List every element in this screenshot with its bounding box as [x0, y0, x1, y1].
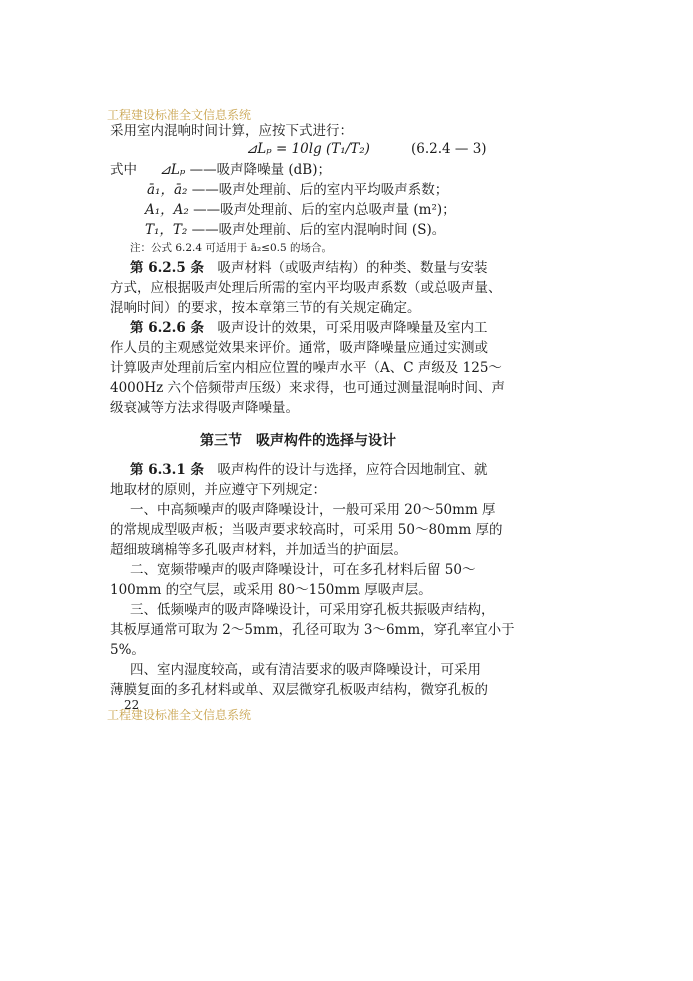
list-item-line: 一、中高频噪声的吸声降噪设计，一般可采用 20～50mm 厚 — [130, 502, 496, 518]
list-item-line: 100mm 的空气层，或采用 80～150mm 厚吸声层。 — [110, 582, 432, 598]
clause-6-2-5-line: 第 6.2.5 条 吸声材料（或吸声结构）的种类、数量与安装 — [130, 260, 488, 276]
list-item-line: 薄膜复面的多孔材料或单、双层微穿孔板吸声结构，微穿孔板的 — [110, 682, 488, 698]
list-item-line: 5%。 — [110, 642, 145, 658]
definition-desc: ——吸声处理前、后的室内总吸声量 (m²)； — [193, 202, 456, 218]
definition-desc: ——吸声降噪量 (dB)； — [189, 162, 331, 178]
definition-symbol: ā₁，ā₂ — [147, 182, 188, 198]
page-number: 22 — [124, 698, 140, 712]
clause-6-2-6-line: 第 6.2.6 条 吸声设计的效果，可采用吸声降噪量及室内工 — [130, 320, 488, 336]
definition-symbol: T₁，T₂ — [145, 222, 188, 238]
watermark-top: 工程建设标准全文信息系统 — [107, 108, 252, 122]
watermark-bottom: 工程建设标准全文信息系统 — [107, 708, 252, 722]
clause-6-2-5-line: 混响时间）的要求，按本章第三节的有关规定确定。 — [110, 300, 421, 316]
definition-desc: ——吸声处理前、后的室内混响时间 (S)。 — [191, 222, 446, 238]
clause-6-2-5-line: 方式，应根据吸声处理后所需的室内平均吸声系数（或总吸声量、 — [110, 280, 502, 296]
definition-row — [147, 182, 448, 199]
definition-prefix: 式中 — [110, 162, 137, 178]
list-item-line: 二、宽频带噪声的吸声降噪设计，可在多孔材料后留 50～ — [130, 562, 476, 578]
formula-note: 注：公式 6.2.4 可适用于 ā₂≤0.5 的场合。 — [130, 242, 333, 254]
list-item-line: 三、低频噪声的吸声降噪设计，可采用穿孔板共振吸声结构， — [130, 602, 495, 618]
list-item-line: 的常规成型吸声板；当吸声要求较高时，可采用 50～80mm 厚的 — [110, 522, 503, 538]
definition-row — [145, 222, 445, 239]
clause-6-3-1-line: 第 6.3.1 条 吸声构件的设计与选择，应符合因地制宜、就 — [130, 462, 488, 478]
clause-label: 第 6.3.1 条 — [130, 462, 204, 478]
section-heading: 第三节 吸声构件的选择与设计 — [200, 433, 396, 449]
definition-row — [110, 162, 331, 179]
definition-desc: ——吸声处理前、后的室内平均吸声系数； — [191, 182, 449, 198]
definition-row — [145, 202, 456, 219]
list-item-line: 四、室内湿度较高，或有清洁要求的吸声降噪设计，可采用 — [130, 662, 481, 678]
clause-6-2-6-line: 作人员的主观感觉效果来评价。通常，吸声降噪量应通过实测或 — [110, 340, 488, 356]
formula-number: (6.2.4 — 3) — [411, 141, 487, 157]
formula: ⊿Lₚ = 10lg (T₁/T₂) — [246, 141, 370, 157]
clause-6-2-6-line: 级衰减等方法求得吸声降噪量。 — [110, 400, 299, 416]
clause-6-2-6-line: 4000Hz 六个倍频带声压级）来求得，也可通过测量混响时间、声 — [110, 380, 506, 396]
definition-symbol: A₁，A₂ — [145, 202, 189, 218]
list-item-line: 其板厚通常可取为 2～5mm，孔径可取为 3～6mm，穿孔率宜小于 — [110, 622, 515, 638]
intro-text: 采用室内混响时间计算，应按下式进行： — [110, 123, 353, 139]
definition-symbol: ⊿Lₚ — [159, 162, 186, 178]
clause-label: 第 6.2.5 条 — [130, 260, 204, 276]
clause-6-3-1-line: 地取材的原则，并应遵守下列规定： — [110, 482, 326, 498]
list-item-line: 超细玻璃棉等多孔吸声材料，并加适当的护面层。 — [110, 542, 407, 558]
clause-label: 第 6.2.6 条 — [130, 320, 204, 336]
clause-6-2-6-line: 计算吸声处理前后室内相应位置的噪声水平（A、C 声级及 125～ — [110, 360, 502, 376]
